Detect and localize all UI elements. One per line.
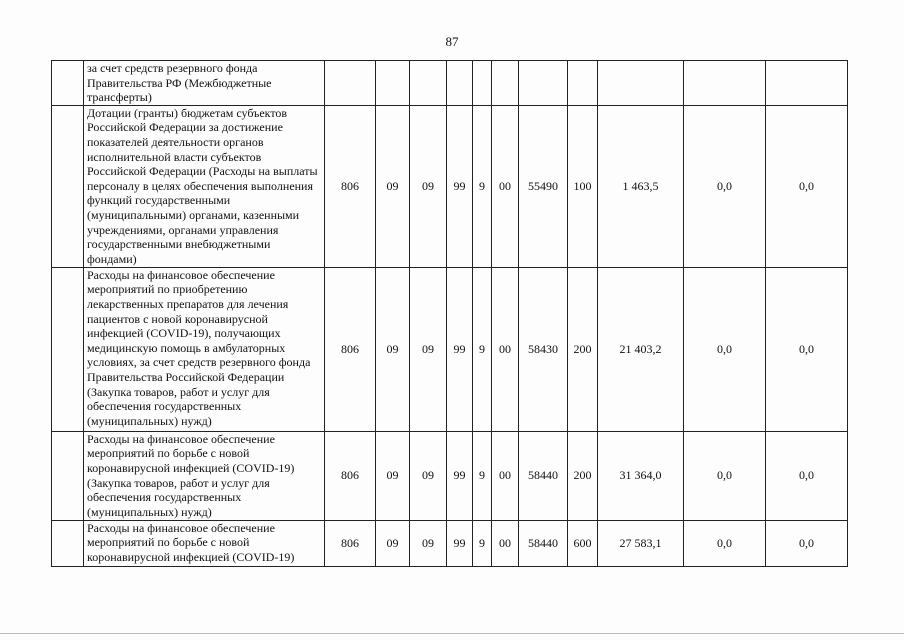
- row-number-cell: [52, 431, 84, 520]
- description-cell: за счет средств резервного фонда Правительства РФ (Межбюджетные трансферты): [84, 61, 325, 106]
- amount-1-cell: 31 364,0: [598, 431, 684, 520]
- row-number-cell: [52, 105, 84, 267]
- direction-code-cell: 58440: [519, 520, 568, 566]
- amount-2-cell: 0,0: [684, 105, 766, 267]
- amount-1-cell: 1 463,5: [598, 105, 684, 267]
- description-cell: Расходы на финансовое обеспечение мероприятий по борьбе с новой коронавирусной инфекцией (COVID-19) (Закупка товаров, работ и услуг для обеспечения государственных (муниципальных) нужд): [84, 431, 325, 520]
- amount-3-cell: [766, 61, 848, 106]
- subsection-code-cell: 09: [410, 431, 447, 520]
- ministry-code-cell: 806: [325, 267, 376, 431]
- subsection-code-cell: 09: [410, 267, 447, 431]
- direction-code-cell: [519, 61, 568, 106]
- subsection-code-cell: 09: [410, 105, 447, 267]
- section-code-cell: 09: [376, 267, 410, 431]
- event-code-cell: 00: [492, 431, 519, 520]
- amount-3-cell: 0,0: [766, 105, 848, 267]
- description-cell: Расходы на финансовое обеспечение мероприятий по борьбе с новой коронавирусной инфекцией (COVID-19): [84, 520, 325, 566]
- amount-2-cell: 0,0: [684, 431, 766, 520]
- expense-type-cell: 600: [568, 520, 598, 566]
- section-code-cell: 09: [376, 105, 410, 267]
- event-code-cell: [492, 61, 519, 106]
- section-code-cell: 09: [376, 520, 410, 566]
- amount-1-cell: 21 403,2: [598, 267, 684, 431]
- program-code-cell: 99: [447, 431, 473, 520]
- event-code-cell: 00: [492, 520, 519, 566]
- direction-code-cell: 58440: [519, 431, 568, 520]
- amount-2-cell: 0,0: [684, 267, 766, 431]
- row-number-cell: [52, 520, 84, 566]
- table-row: [52, 431, 848, 520]
- subprogram-code-cell: 9: [473, 267, 492, 431]
- ministry-code-cell: 806: [325, 431, 376, 520]
- amount-2-cell: 0,0: [684, 520, 766, 566]
- amount-3-cell: 0,0: [766, 267, 848, 431]
- subprogram-code-cell: 9: [473, 520, 492, 566]
- event-code-cell: 00: [492, 267, 519, 431]
- description-cell: Расходы на финансовое обеспечение мероприятий по приобретению лекарственных препаратов для лечения пациентов с новой коронавирусной инфекцией (COVID-19), получающих медицинскую помощь в амбулаторных условиях, за счет средств резервного фонда Правительства Российской Федерации (Закупка товаров, работ и услуг для обеспечения государственных (муниципальных) нужд): [84, 267, 325, 431]
- subsection-code-cell: [410, 61, 447, 106]
- table-row: [52, 105, 848, 267]
- amount-3-cell: 0,0: [766, 431, 848, 520]
- page-number: 87: [445, 34, 459, 49]
- amount-2-cell: [684, 61, 766, 106]
- table-row: [52, 520, 848, 566]
- expense-type-cell: 200: [568, 267, 598, 431]
- row-number-cell: [52, 61, 84, 106]
- direction-code-cell: 55490: [519, 105, 568, 267]
- row-number-cell: [52, 267, 84, 431]
- expense-type-cell: [568, 61, 598, 106]
- amount-1-cell: [598, 61, 684, 106]
- program-code-cell: [447, 61, 473, 106]
- table-row: [52, 61, 848, 106]
- event-code-cell: 00: [492, 105, 519, 267]
- table-row: [52, 267, 848, 431]
- amount-1-cell: 27 583,1: [598, 520, 684, 566]
- section-code-cell: 09: [376, 431, 410, 520]
- ministry-code-cell: 806: [325, 520, 376, 566]
- ministry-code-cell: 806: [325, 105, 376, 267]
- section-code-cell: [376, 61, 410, 106]
- program-code-cell: 99: [447, 520, 473, 566]
- expense-type-cell: 100: [568, 105, 598, 267]
- page-bottom-rule: [0, 633, 904, 634]
- budget-table: [51, 60, 848, 567]
- subsection-code-cell: 09: [410, 520, 447, 566]
- subprogram-code-cell: [473, 61, 492, 106]
- amount-3-cell: 0,0: [766, 520, 848, 566]
- subprogram-code-cell: 9: [473, 105, 492, 267]
- program-code-cell: 99: [447, 267, 473, 431]
- expense-type-cell: 200: [568, 431, 598, 520]
- direction-code-cell: 58430: [519, 267, 568, 431]
- description-cell: Дотации (гранты) бюджетам субъектов Российской Федерации за достижение показателей деятельности органов исполнительной власти субъектов Российской Федерации (Расходы на выплаты персоналу в целях обеспечения выполнения функций государственными (муниципальными) органами, казенными учреждениями, органами управления государственными внебюджетными фондами): [84, 105, 325, 267]
- program-code-cell: 99: [447, 105, 473, 267]
- subprogram-code-cell: 9: [473, 431, 492, 520]
- ministry-code-cell: [325, 61, 376, 106]
